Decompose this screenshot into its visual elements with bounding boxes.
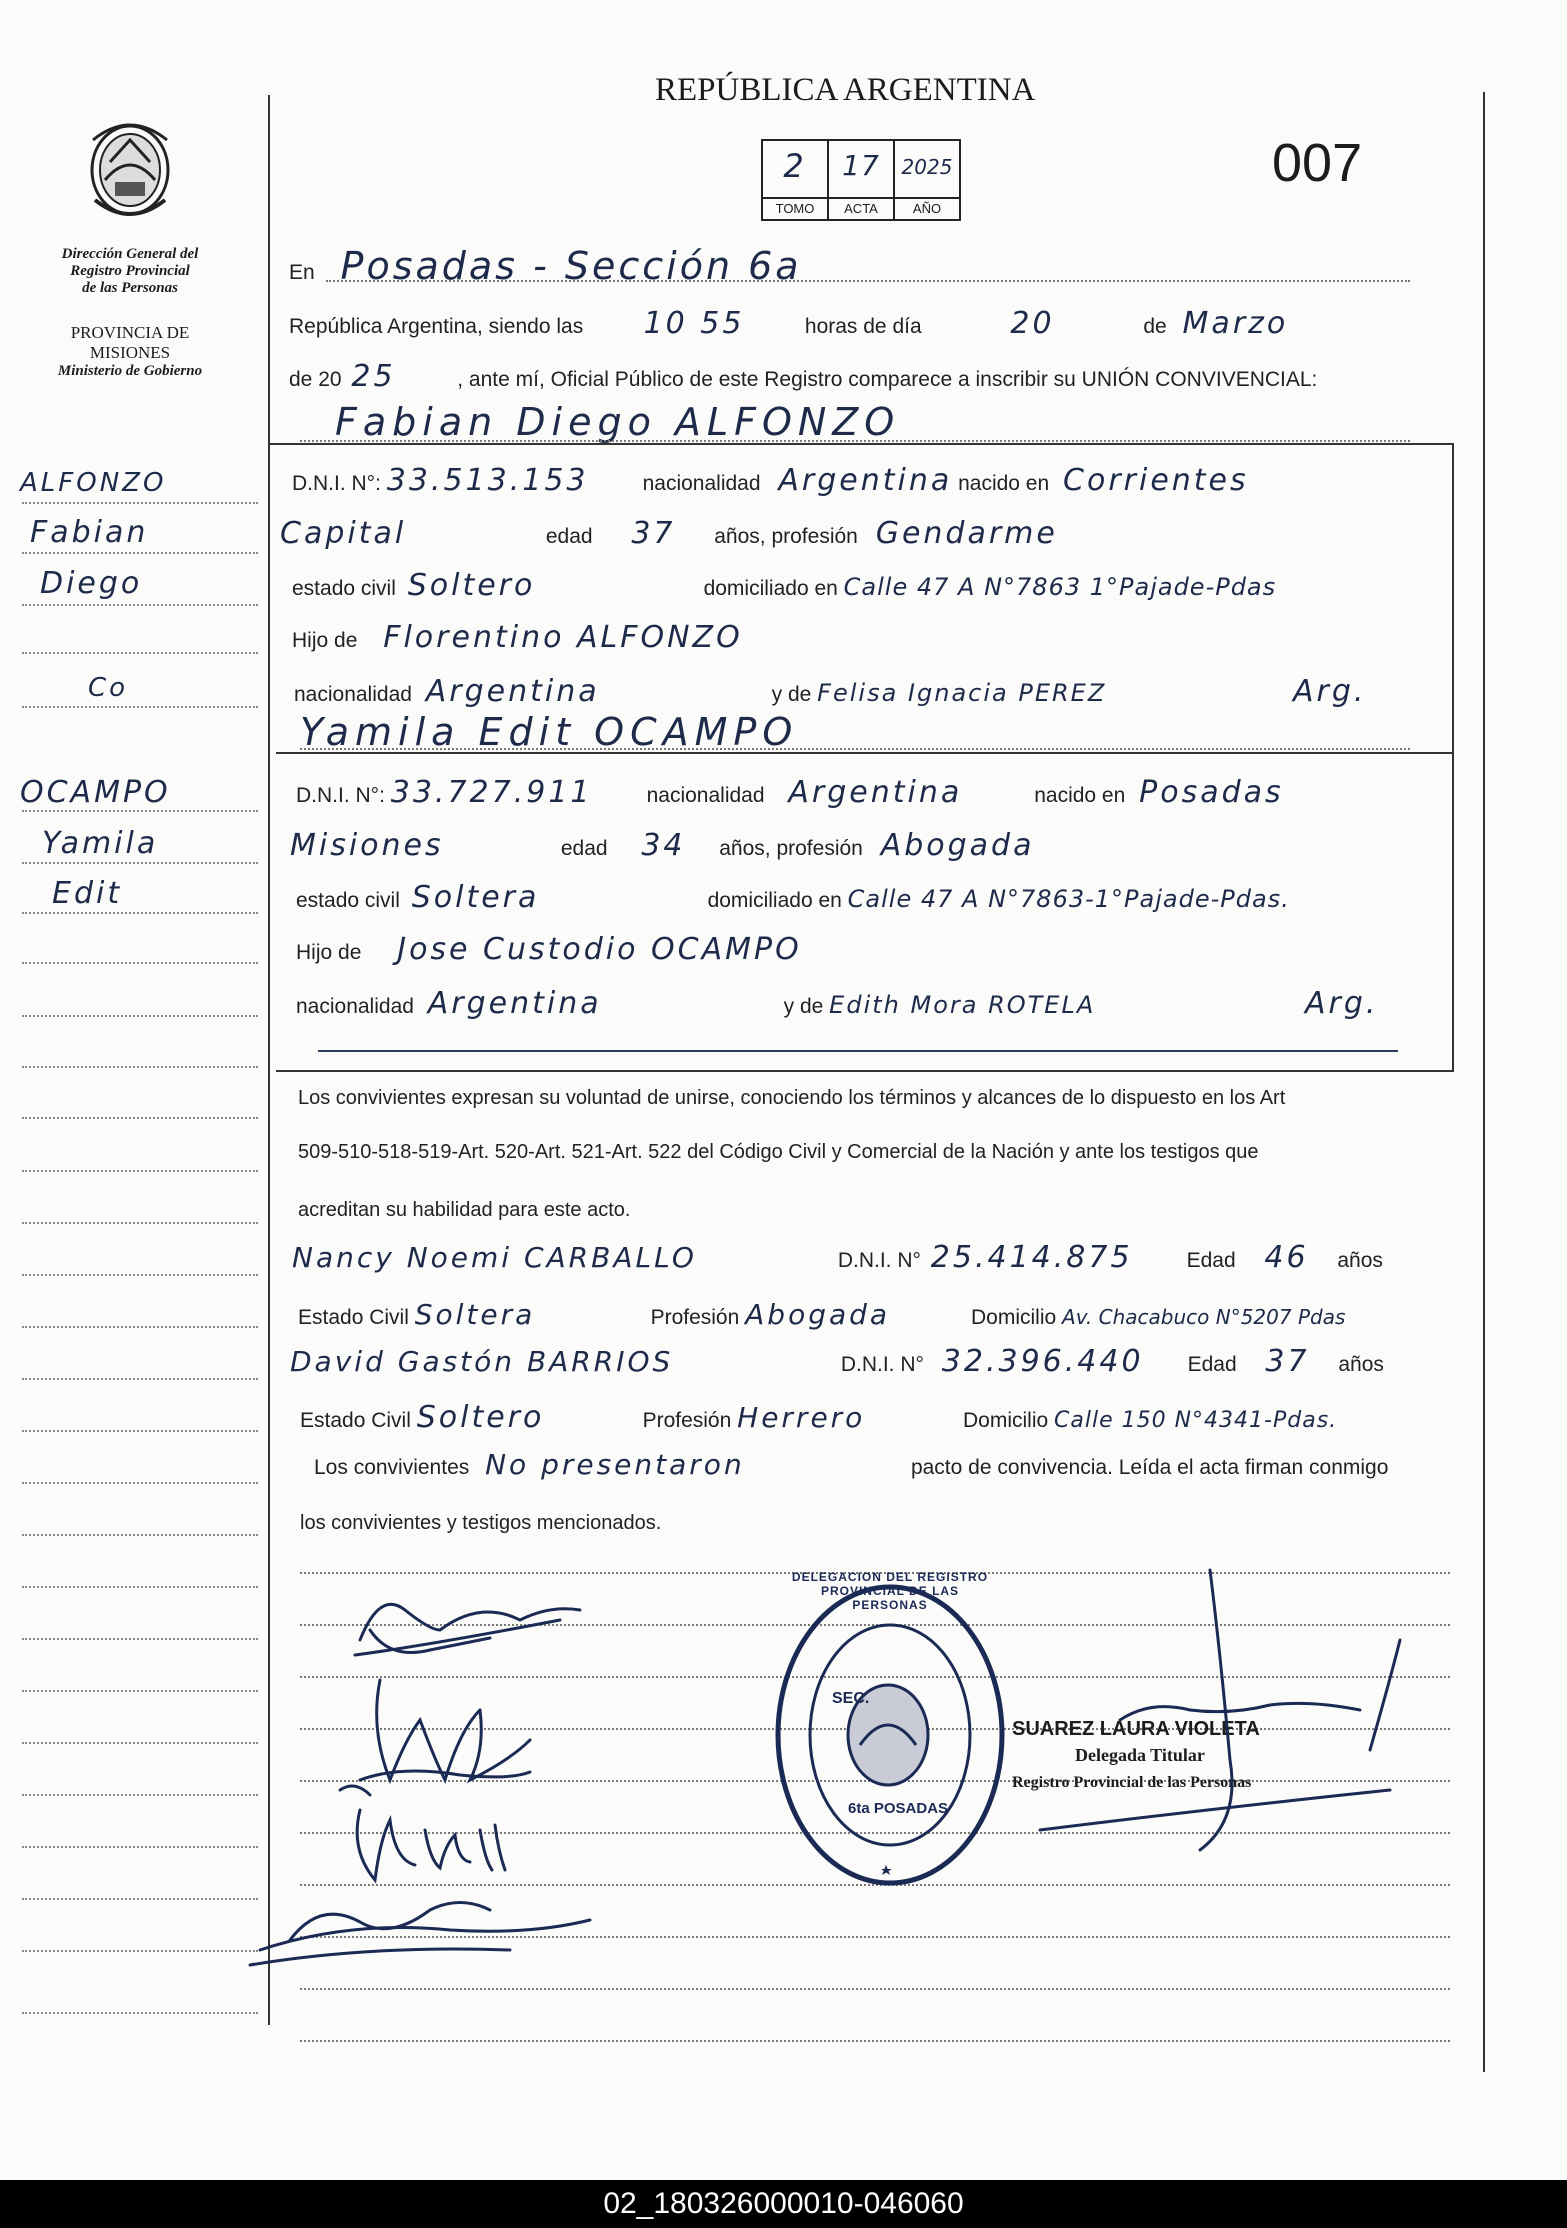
p2-mother-value: Edith Mora ROTELA	[829, 991, 1096, 1019]
tomo-acta-box	[761, 139, 961, 221]
w2-dni-label: D.N.I. N°	[840, 1353, 924, 1376]
p2-edad-label: edad	[560, 837, 608, 860]
margin-p2-surname: OCAMPO	[20, 775, 171, 810]
witness1-row	[292, 1240, 1383, 1275]
p2-nationality-value: Argentina	[788, 775, 963, 810]
document-code: 02_180326000010-046060	[603, 2187, 964, 2220]
pact-label-after: pacto de convivencia. Leída el acta firman conmigo	[910, 1456, 1389, 1479]
pact-value: No presentaron	[485, 1448, 745, 1481]
w2-domicilio-label: Domicilio	[962, 1409, 1049, 1432]
p1-address-value: Calle 47 A N°7863 1°Pajade-Pdas	[843, 573, 1277, 601]
margin-line	[22, 652, 258, 654]
country-title: REPÚBLICA ARGENTINA	[655, 72, 1036, 108]
margin-line	[22, 2012, 258, 2014]
w2-address-value: Calle 150 N°4341-Pdas.	[1054, 1408, 1338, 1433]
de20-label: de 20	[289, 368, 342, 391]
officer-signature-graphic	[1000, 1560, 1420, 1860]
rule-declaration-top	[276, 1070, 1454, 1072]
declaration-line1: Los convivientes expresan su voluntad de unirse, conociendo los términos y alcances de lo dispuesto en los Art	[298, 1087, 1286, 1109]
p2-father-nat-value: Argentina	[427, 986, 602, 1021]
p1-mother-nat-value: Arg.	[1293, 674, 1367, 709]
margin-line	[22, 706, 258, 708]
person2-civil-row	[296, 880, 1290, 915]
person2-mother-row	[296, 986, 1378, 1021]
w1-name-value: Nancy Noemi CARBALLO	[292, 1241, 697, 1274]
intro-year-row	[289, 359, 1317, 394]
ministry-line: Ministerio de Gobierno	[57, 363, 203, 379]
stamp-inner-bottom: 6ta POSADAS	[848, 1800, 949, 1817]
officer-role: Delegada Titular	[1075, 1745, 1205, 1765]
p1-civil-value: Soltero	[407, 568, 536, 603]
margin-line	[22, 1742, 258, 1744]
margin-line	[22, 1222, 258, 1224]
tomo-value: 2	[783, 147, 807, 185]
p2-profesion-label: años, profesión	[719, 837, 863, 860]
p2-nac2-label: nacionalidad	[296, 995, 414, 1018]
place-value: Posadas - Sección 6a	[340, 244, 802, 288]
p1-yde-label: y de	[771, 683, 812, 706]
person1-age-row	[280, 516, 1058, 551]
officer-office: Registro Provincial de las Personas	[1012, 1774, 1252, 1791]
margin-column	[0, 0, 268, 2100]
margin-connector: Co	[88, 673, 129, 703]
margin-line	[22, 1482, 258, 1484]
margin-p2-name1: Yamila	[42, 826, 159, 861]
margin-line	[22, 502, 258, 504]
w2-dni-value: 32.396.440	[941, 1344, 1144, 1379]
p1-edad-label: edad	[545, 525, 593, 548]
p2-born-value: Posadas	[1139, 775, 1284, 810]
acta-cell	[829, 141, 895, 219]
province-line2: MISIONES	[89, 343, 171, 362]
w1-dni-label: D.N.I. N°	[837, 1249, 921, 1272]
republica-label: República Argentina, siendo las	[289, 315, 584, 338]
p2-dni-value: 33.727.911	[390, 775, 593, 810]
p1-domicilio-label: domiciliado en	[703, 577, 838, 600]
margin-line	[22, 1117, 258, 1119]
p2-civil-value: Soltera	[411, 880, 540, 915]
p1-estado-label: estado civil	[292, 577, 396, 600]
w1-address-value: Av. Chacabuco N°5207 Pdas	[1062, 1305, 1346, 1329]
person2-age-row	[290, 828, 1034, 863]
officer-name: SUAREZ LAURA VIOLETA	[1012, 1718, 1260, 1740]
margin-line	[22, 1950, 258, 1952]
en-label: En	[289, 261, 315, 284]
w1-edad-label: Edad	[1186, 1249, 1236, 1272]
p1-born-value: Corrientes	[1063, 463, 1249, 498]
signatures-graphic	[230, 1550, 650, 1990]
margin-line	[22, 1846, 258, 1848]
p2-domicilio-label: domiciliado en	[707, 889, 842, 912]
institution-line1: Dirección General del	[61, 246, 199, 262]
w1-age-value: 46	[1264, 1240, 1309, 1275]
signature-line	[300, 2040, 1450, 2042]
p2-nacido-label: nacido en	[1034, 784, 1126, 807]
p1-hijo-label: Hijo de	[292, 629, 358, 652]
w2-age-value: 37	[1265, 1344, 1310, 1379]
w2-civil-value: Soltero	[416, 1400, 545, 1435]
p1-nac2-label: nacionalidad	[294, 683, 412, 706]
margin-line	[22, 1690, 258, 1692]
person1-civil-row	[292, 568, 1276, 603]
union-sentence: , ante mí, Oficial Público de este Registro comparece a inscribir su UNIÓN CONVIVENCIAL:	[457, 368, 1318, 391]
margin-line	[22, 1378, 258, 1380]
place-dotline	[326, 280, 1410, 282]
person2-dni-row	[296, 775, 1284, 810]
margin-line	[22, 1274, 258, 1276]
margin-p1-surname: ALFONZO	[20, 468, 167, 498]
p2-dni-label: D.N.I. N°:	[296, 784, 385, 807]
p1-mother-value: Felisa Ignacia PEREZ	[817, 679, 1107, 707]
w2-profesion-label: Profesión	[642, 1409, 732, 1432]
pact-label-before: Los convivientes	[314, 1456, 470, 1479]
margin-p2-name2: Edit	[52, 876, 123, 911]
institution-line2: Registro Provincial	[70, 263, 190, 279]
intro-time-row	[289, 306, 1288, 341]
person2-father-row	[296, 932, 802, 967]
anio-cell	[895, 141, 959, 219]
acta-label: ACTA	[829, 197, 893, 219]
p1-profession-value: Gendarme	[875, 516, 1058, 551]
p1-born2-value: Capital	[280, 516, 407, 551]
person1-fullname: Fabian Diego ALFONZO	[335, 400, 901, 444]
p1-nacionalidad-label: nacionalidad	[642, 472, 761, 495]
p2-nacionalidad-label: nacionalidad	[646, 784, 765, 807]
p2-yde-label: y de	[783, 995, 824, 1018]
w1-domicilio-label: Domicilio	[970, 1306, 1057, 1329]
margin-line	[22, 1586, 258, 1588]
margin-line	[22, 604, 258, 606]
p2-address-value: Calle 47 A N°7863-1°Pajade-Pdas.	[847, 885, 1290, 913]
p1-dni-value: 33.513.153	[386, 463, 589, 498]
person2-name-line	[300, 748, 1410, 750]
margin-line	[22, 862, 258, 864]
w1-civil-value: Soltera	[414, 1298, 536, 1331]
person1-mother-row	[294, 674, 1366, 709]
w2-name-value: David Gastón BARRIOS	[290, 1345, 674, 1378]
w2-profession-value: Herrero	[737, 1401, 866, 1434]
margin-line	[22, 1638, 258, 1640]
margin-line	[22, 810, 258, 812]
p2-age-value: 34	[641, 828, 686, 863]
margin-line	[22, 1170, 258, 1172]
p1-father-nat-value: Argentina	[425, 674, 600, 709]
stamp-ring-text: DELEGACION DEL REGISTRO PROVINCIAL DE LAS PERSONAS	[791, 1570, 989, 1612]
declaration-line3: acreditan su habilidad para este acto.	[298, 1199, 631, 1221]
month-value: Marzo	[1182, 306, 1289, 341]
year-value: 25	[351, 359, 396, 394]
acta-value: 17	[842, 149, 880, 182]
margin-p1-name1: Fabian	[30, 515, 149, 550]
w1-profession-value: Abogada	[745, 1298, 891, 1331]
w1-profesion-label: Profesión	[650, 1306, 740, 1329]
pact-line2: los convivientes y testigos mencionados.	[300, 1512, 662, 1534]
w2-anos-label: años	[1338, 1353, 1384, 1376]
p1-age-value: 37	[631, 516, 676, 551]
pact-row	[314, 1448, 1388, 1481]
w2-edad-label: Edad	[1187, 1353, 1237, 1376]
de-label: de	[1143, 315, 1167, 338]
person2-fullname: Yamila Edit OCAMPO	[300, 710, 799, 754]
declaration-line2: 509-510-518-519-Art. 520-Art. 521-Art. 522 del Código Civil y Comercial de la Nación y ante los testigos que	[298, 1141, 1259, 1163]
margin-line	[22, 552, 258, 554]
p2-born2-value: Misiones	[290, 828, 444, 863]
person1-father-row	[292, 620, 743, 655]
w1-dni-value: 25.414.875	[930, 1240, 1133, 1275]
tomo-cell	[763, 141, 829, 219]
margin-line	[22, 1326, 258, 1328]
witness2-row	[290, 1344, 1384, 1379]
p2-estado-label: estado civil	[296, 889, 400, 912]
institution-line3: de las Personas	[82, 280, 178, 296]
anio-value: 2025	[901, 155, 953, 179]
margin-line	[22, 1066, 258, 1068]
anio-label: AÑO	[895, 197, 959, 219]
w1-estado-label: Estado Civil	[298, 1306, 409, 1329]
right-rule	[1483, 92, 1485, 2072]
p2-closing-stroke	[318, 1050, 1398, 1052]
w2-estado-label: Estado Civil	[300, 1409, 411, 1432]
province-line1: PROVINCIA DE	[70, 323, 190, 342]
p1-nacido-label: nacido en	[958, 472, 1050, 495]
p2-hijo-label: Hijo de	[296, 941, 362, 964]
p2-father-value: Jose Custodio OCAMPO	[397, 932, 802, 967]
margin-line	[22, 1898, 258, 1900]
horas-label: horas de día	[804, 315, 922, 338]
margin-line	[22, 962, 258, 964]
record-number: 007	[1272, 133, 1363, 193]
witness1-details-row	[298, 1298, 1345, 1331]
person1-dni-row	[292, 463, 1249, 498]
p1-nationality-value: Argentina	[778, 463, 953, 498]
margin-line	[22, 1015, 258, 1017]
p2-mother-nat-value: Arg.	[1305, 986, 1379, 1021]
p1-father-value: Florentino ALFONZO	[383, 620, 743, 655]
witness2-details-row	[300, 1400, 1337, 1435]
person1-name-line	[300, 440, 1410, 442]
hour-value: 10 55	[643, 306, 745, 341]
p1-dni-label: D.N.I. N°:	[292, 472, 381, 495]
p1-profesion-label: años, profesión	[714, 525, 858, 548]
official-stamp-icon	[770, 1575, 1010, 1895]
tomo-label: TOMO	[763, 197, 827, 219]
w1-anos-label: años	[1337, 1249, 1383, 1272]
stamp-inner-top: SEC.	[832, 1690, 870, 1707]
margin-p1-name2: Diego	[40, 566, 143, 601]
margin-line	[22, 1430, 258, 1432]
document-code-bar	[0, 2180, 1567, 2228]
margin-line	[22, 1794, 258, 1796]
p2-profession-value: Abogada	[880, 828, 1035, 863]
margin-line	[22, 1534, 258, 1536]
inner-rule	[1452, 443, 1454, 1071]
day-value: 20	[1010, 306, 1055, 341]
margin-line	[22, 912, 258, 914]
